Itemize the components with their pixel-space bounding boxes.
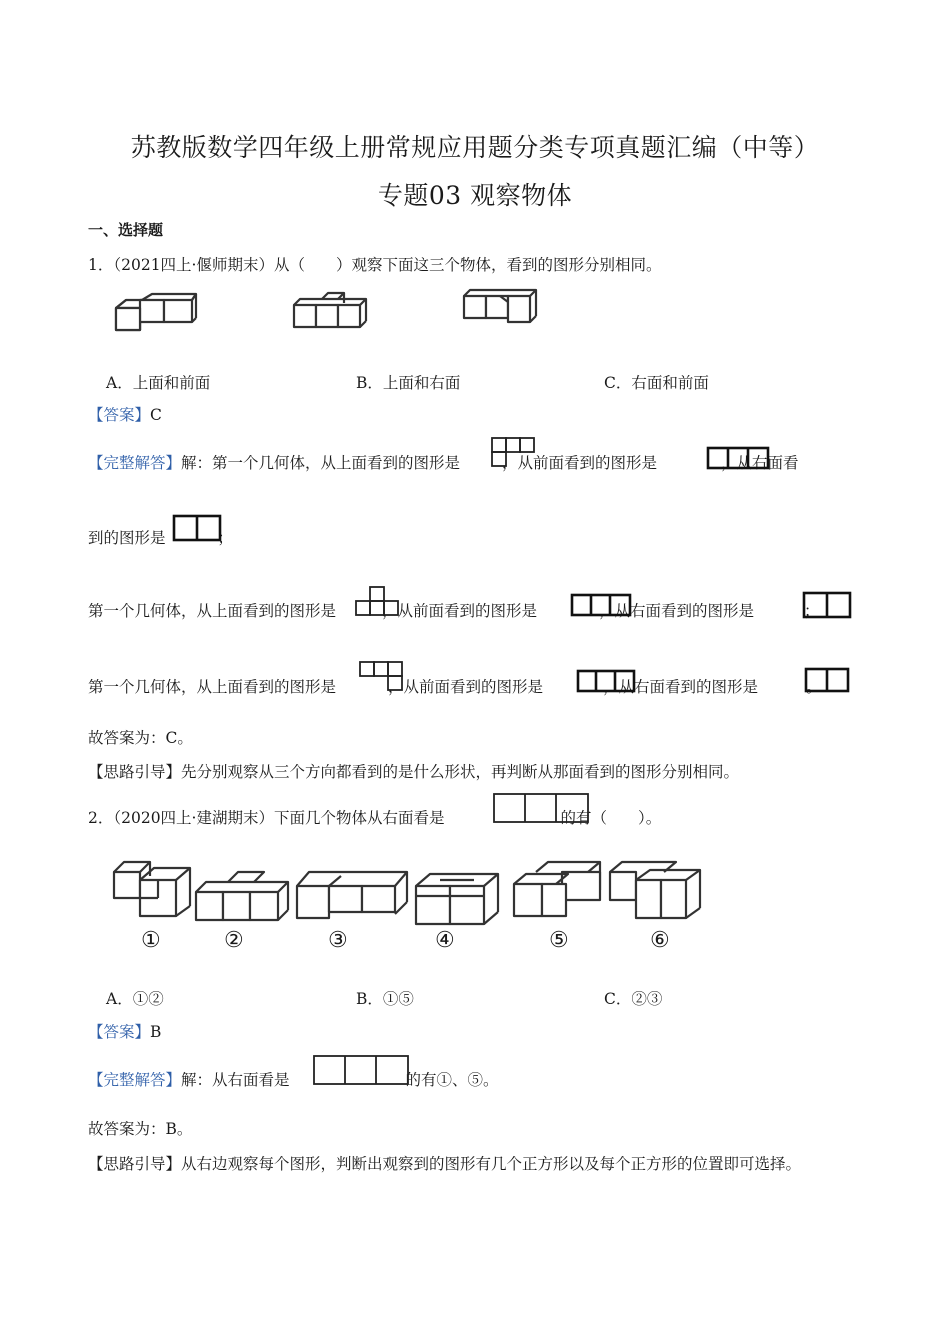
q2-solid-6 <box>606 858 704 922</box>
answer-value: B <box>150 1023 162 1041</box>
solution-text: 到的图形是 <box>88 529 166 547</box>
q2-target-view <box>492 792 590 824</box>
solution-text: ； <box>217 529 234 547</box>
q1-conclusion: 故答案为：C。 <box>88 729 193 747</box>
q2-label-6: ⑥ <box>650 928 670 953</box>
solution-text: ，从右面看到的图形是 <box>603 678 759 696</box>
q1-solid-1 <box>112 294 202 334</box>
q1-solution-line-1 <box>88 453 799 473</box>
q1-hint <box>88 762 739 782</box>
answer-value: C <box>150 406 162 424</box>
stem-text: 2．（2020四上·建湖期末）下面几个物体从右面看是 <box>88 809 445 827</box>
q2-option-a[interactable]: A．①② <box>106 990 164 1008</box>
q2-label-2: ② <box>224 928 244 953</box>
answer-tag: 【答案】 <box>88 1023 151 1041</box>
q1-view-front-2 <box>570 593 632 617</box>
solution-tag: 【完整解答】 <box>88 1071 182 1089</box>
q1-option-a[interactable]: A．上面和前面 <box>106 374 211 392</box>
solution-tag: 【完整解答】 <box>88 454 182 472</box>
q1-view-right-1 <box>172 514 222 542</box>
q2-option-c[interactable]: C．②③ <box>604 990 663 1008</box>
document-subtitle: 专题03 观察物体 <box>377 181 573 210</box>
stem-text: 的有（ ）。 <box>560 809 662 827</box>
q1-solid-2 <box>292 289 372 331</box>
solution-text: 第一个几何体，从上面看到的图形是 <box>88 602 337 620</box>
q1-view-right-3 <box>804 667 850 693</box>
q1-view-top-2 <box>354 585 400 619</box>
solution-text: 第一个几何体，从上面看到的图形是 <box>88 678 337 696</box>
q1-solid-3 <box>460 288 542 330</box>
document-title: 苏教版数学四年级上册常规应用题分类专项真题汇编（中等） <box>130 133 820 162</box>
q2-solution <box>88 1070 499 1090</box>
solution-text: 的有①、⑤。 <box>405 1071 499 1089</box>
solution-text: ，从前面看到的图形是 <box>382 602 538 620</box>
q2-solution-view <box>312 1054 410 1086</box>
q2-conclusion: 故答案为：B。 <box>88 1120 193 1138</box>
answer-tag: 【答案】 <box>88 406 151 424</box>
q2-label-3: ③ <box>328 928 348 953</box>
hint-tag: 【思路引导】 <box>88 763 182 781</box>
hint-text: 先分别观察从三个方向都看到的是什么形状，再判断从那面看到的图形分别相同。 <box>181 763 740 781</box>
q2-label-4: ④ <box>435 928 455 953</box>
q2-solid-4 <box>412 866 502 926</box>
section-heading: 一、选择题 <box>88 221 164 239</box>
solution-text: 。 <box>806 678 822 696</box>
q2-label-5: ⑤ <box>549 928 569 953</box>
q1-view-top-3 <box>358 660 406 694</box>
q1-option-b[interactable]: B．上面和右面 <box>356 374 461 392</box>
q2-label-1: ① <box>141 928 161 953</box>
q2-answer <box>88 1022 161 1042</box>
q1-view-right-2 <box>802 591 852 619</box>
solution-text: ，从右面看 <box>721 454 799 472</box>
q2-solid-5 <box>510 858 604 920</box>
q1-solution-line-4 <box>88 677 822 697</box>
solution-text: ，从右面看到的图形是 <box>599 602 755 620</box>
q2-option-b[interactable]: B．①⑤ <box>356 990 414 1008</box>
question-1-stem: 1．（2021四上·偃师期末）从（ ）观察下面这三个物体，看到的图形分别相同。 <box>88 256 662 274</box>
q1-answer <box>88 405 162 425</box>
solution-text: ，从前面看到的图形是 <box>502 454 658 472</box>
q1-option-c[interactable]: C．右面和前面 <box>604 374 709 392</box>
solution-text: ； <box>804 602 820 620</box>
q2-solid-3 <box>295 866 411 922</box>
q1-view-top-1 <box>490 436 536 470</box>
solution-text: 解：第一个几何体，从上面看到的图形是 <box>181 454 461 472</box>
q1-view-front-3 <box>576 669 636 693</box>
q1-view-front-1 <box>706 446 770 470</box>
q1-solution-line-3 <box>88 601 820 621</box>
q2-solid-2 <box>194 870 292 922</box>
q2-solid-1 <box>110 856 194 922</box>
q2-hint <box>88 1154 801 1174</box>
solution-text: 解：从右面看是 <box>181 1071 290 1089</box>
hint-tag: 【思路引导】 <box>88 1155 182 1173</box>
hint-text: 从右边观察每个图形，判断出观察到的图形有几个正方形以及每个正方形的位置即可选择。 <box>181 1155 802 1173</box>
solution-text: ，从前面看到的图形是 <box>388 678 544 696</box>
